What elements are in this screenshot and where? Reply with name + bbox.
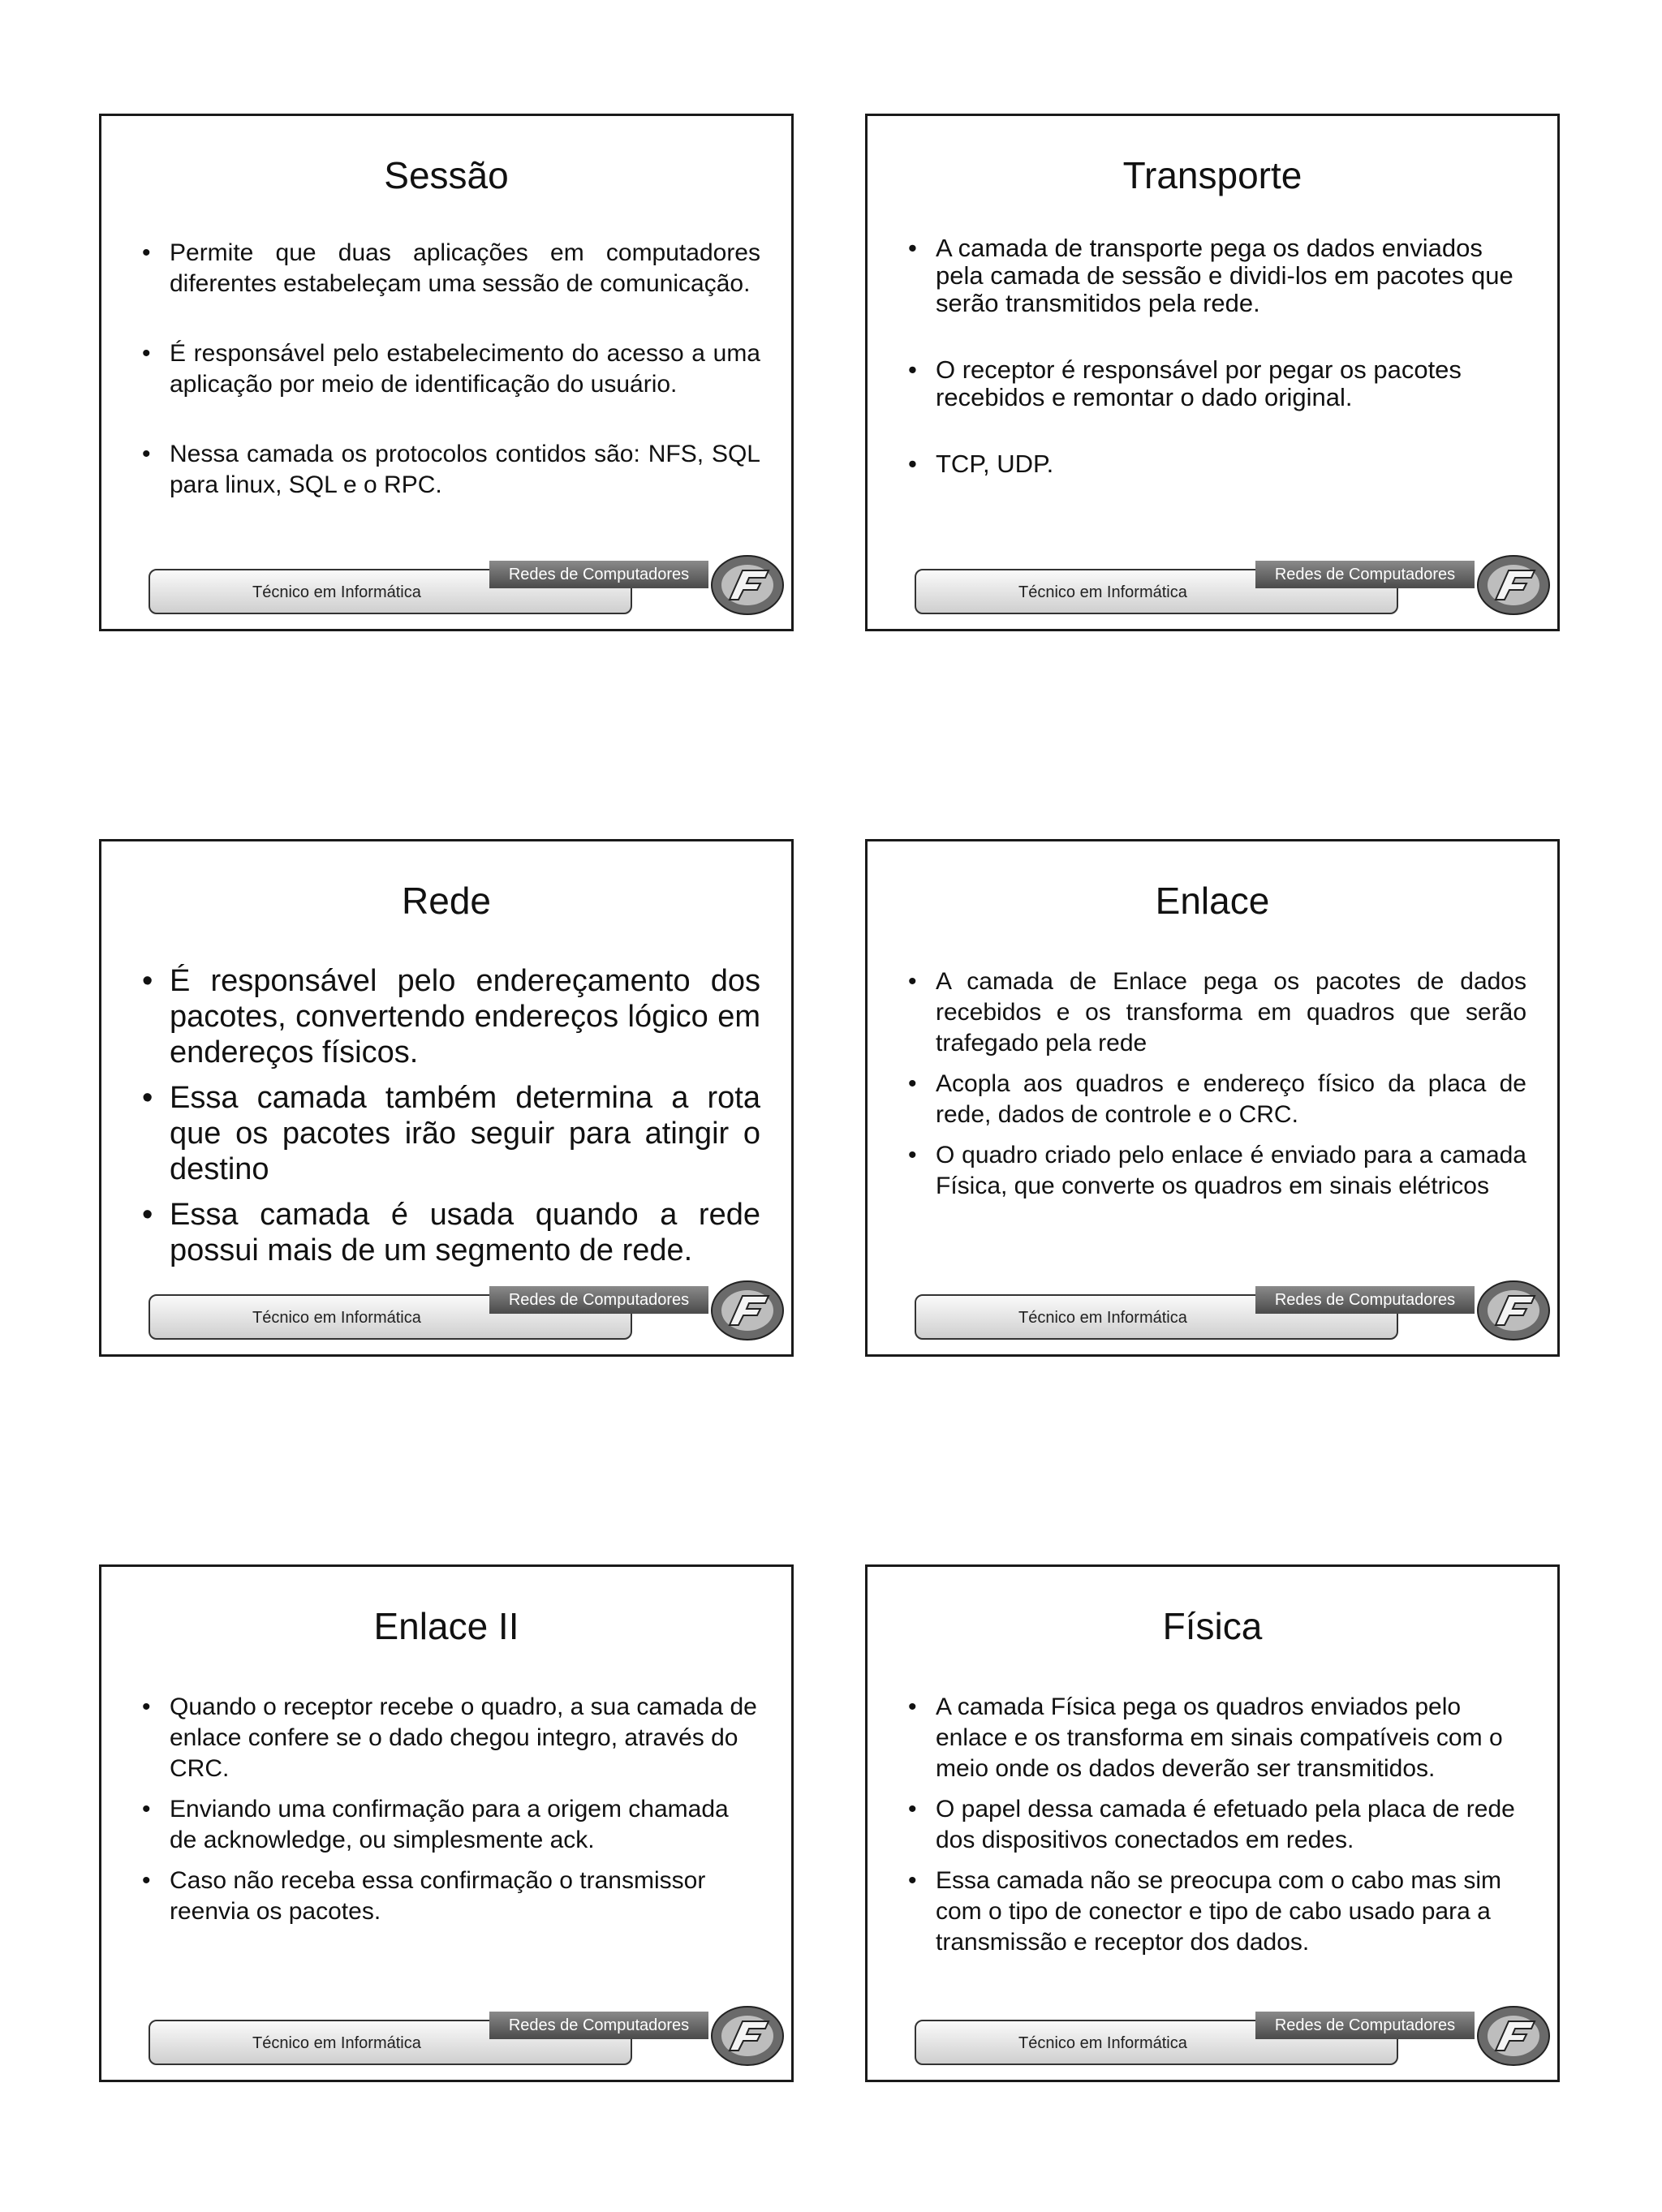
footer-subject-tab: Redes de Computadores: [1255, 561, 1475, 588]
bullet-list: [139, 1692, 760, 1937]
footer-course-label: Técnico em Informática: [252, 583, 421, 601]
bullet-list: [139, 963, 760, 1278]
footer-course-label: Técnico em Informática: [252, 1309, 421, 1327]
school-logo-icon: [710, 2003, 785, 2068]
slide-footer: [149, 561, 708, 614]
slide-enlace: [865, 839, 1560, 1357]
slide-footer: [915, 1286, 1475, 1340]
slide-title: Enlace II: [373, 1605, 519, 1647]
bullet-list: [905, 235, 1526, 517]
bullet-list: [905, 966, 1526, 1211]
slide-footer: [149, 2012, 708, 2065]
slide-sessao: [99, 114, 794, 631]
footer-subject-tab: Redes de Computadores: [489, 1286, 708, 1314]
footer-subject-tab: Redes de Computadores: [489, 2012, 708, 2039]
footer-course-label: Técnico em Informática: [1018, 583, 1187, 601]
bullet-item: • É responsável pelo endereçamento dos pacotes, convertendo endereços lógico em endereços físicos.: [142, 964, 760, 1069]
footer-subject-tab: Redes de Computadores: [489, 561, 708, 588]
slide-title: Enlace: [1155, 880, 1270, 922]
bullet-item: • O papel dessa camada é efetuado pela placa de rede dos dispositivos conectados em redes.: [908, 1796, 1515, 1853]
footer-course-label: Técnico em Informática: [1018, 2034, 1187, 2052]
slide-transporte: [865, 114, 1560, 631]
bullet-item: • Caso não receba essa confirmação o transmissor reenvia os pacotes.: [142, 1867, 706, 1925]
bullet-item: • Quando o receptor recebe o quadro, a sua camada de enlace confere se o dado chegou integro, através do CRC.: [142, 1693, 757, 1782]
slide-title: Sessão: [384, 154, 509, 196]
bullet-item: • O quadro criado pelo enlace é enviado para a camada Física, que converte os quadros em sinais elétricos: [908, 1142, 1526, 1199]
bullet-item: • Acopla aos quadros e endereço físico da placa de rede, dados de controle e o CRC.: [908, 1070, 1526, 1128]
bullet-item: • É responsável pelo estabelecimento do acesso a uma aplicação por meio de identificação do usuário.: [142, 340, 760, 398]
bullet-item: • A camada de Enlace pega os pacotes de dados recebidos e os transforma em quadros que serão trafegado pela rede: [908, 968, 1526, 1057]
bullet-item: • Permite que duas aplicações em computadores diferentes estabeleçam uma sessão de comunicação.: [142, 239, 760, 297]
slide-title: Física: [1162, 1605, 1263, 1647]
bullet-item: • Essa camada é usada quando a rede possui mais de um segmento de rede.: [142, 1198, 760, 1267]
slide-footer: [915, 561, 1475, 614]
bullet-item: • Essa camada também determina a rota que os pacotes irão seguir para atingir o destino: [142, 1081, 760, 1186]
bullet-item: • TCP, UDP.: [908, 450, 1054, 478]
slide-footer: [149, 1286, 708, 1340]
school-logo-icon: [1476, 2003, 1551, 2068]
school-logo-icon: [1476, 553, 1551, 618]
slide-enlace-ii: [99, 1564, 794, 2082]
bullet-item: • A camada Física pega os quadros enviados pelo enlace e os transforma em sinais compatíveis com o meio onde os dados deverão ser transmitidos.: [908, 1693, 1503, 1782]
footer-subject-tab: Redes de Computadores: [1255, 2012, 1475, 2039]
bullet-item: • A camada de transporte pega os dados enviados pela camada de sessão e dividi-los em pacotes que serão transmitidos pela rede.: [908, 234, 1513, 317]
footer-course-label: Técnico em Informática: [1018, 1309, 1187, 1327]
bullet-item: • Nessa camada os protocolos contidos são: NFS, SQL para linux, SQL e o RPC.: [142, 441, 760, 498]
slide-title: Transporte: [1122, 154, 1302, 196]
bullet-list: [905, 1692, 1526, 1968]
school-logo-icon: [710, 553, 785, 618]
bullet-item: • Essa camada não se preocupa com o cabo mas sim com o tipo de conector e tipo de cabo usado para a transmissão e receptor dos dados.: [908, 1867, 1502, 1956]
footer-subject-tab: Redes de Computadores: [1255, 1286, 1475, 1314]
slide-title: Rede: [402, 880, 491, 922]
bullet-list: [139, 238, 760, 540]
school-logo-icon: [710, 1278, 785, 1343]
bullet-item: • Enviando uma confirmação para a origem chamada de acknowledge, ou simplesmente ack.: [142, 1796, 729, 1853]
slide-footer: [915, 2012, 1475, 2065]
slide-fisica: [865, 1564, 1560, 2082]
footer-course-label: Técnico em Informática: [252, 2034, 421, 2052]
bullet-item: • O receptor é responsável por pegar os pacotes recebidos e remontar o dado original.: [908, 355, 1462, 411]
school-logo-icon: [1476, 1278, 1551, 1343]
slide-rede: [99, 839, 794, 1357]
